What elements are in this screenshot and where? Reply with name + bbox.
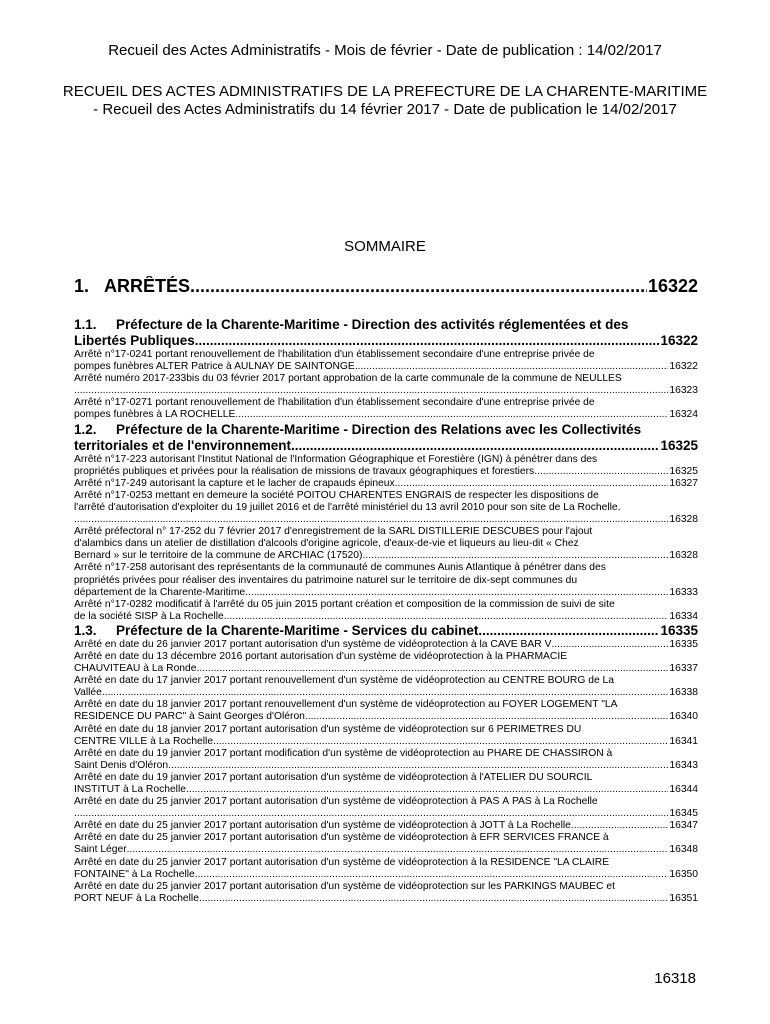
entry-line: Arrêté n°17-223 autorisant l'Institut National de l'Information Géographique et Forestière (IGN) à pénétrer dans des	[74, 453, 598, 465]
entry-page: 16343	[669, 759, 698, 771]
toc-subsection-1-3[interactable]	[74, 623, 698, 639]
entry-line: CHAUVITEAU à La Ronde	[74, 663, 197, 675]
toc-entry[interactable]	[74, 526, 698, 562]
leader-dots	[571, 820, 668, 832]
entry-page: 16351	[669, 892, 698, 904]
entry-page: 16328	[669, 514, 698, 526]
entry-page: 16338	[669, 687, 698, 699]
entry-line: Arrêté en date du 25 janvier 2017 portant autorisation d'un système de vidéoprotection à JOTT à La Rochelle	[74, 820, 571, 832]
leader-dots	[199, 893, 668, 905]
entry-line: Vallée	[74, 687, 102, 699]
leader-dots	[186, 784, 668, 796]
leader-dots	[534, 466, 668, 478]
toc-entry[interactable]	[74, 881, 698, 905]
toc-entry[interactable]	[74, 857, 698, 881]
entry-page: 16350	[669, 868, 698, 880]
entry-line: Arrêté n°17-0282 modificatif à l'arrêté du 05 juin 2015 portant création et composition de la commission de suivi de site	[74, 598, 615, 610]
section-label: ARRÊTÉS	[104, 276, 191, 296]
entry-page: 16327	[669, 477, 698, 489]
entry-line: FONTAINE" à La Rochelle	[74, 868, 195, 880]
toc-entry[interactable]	[74, 772, 698, 796]
toc-entry[interactable]	[74, 599, 698, 623]
leader-dots	[195, 869, 669, 881]
entry-line: Arrêté en date du 18 janvier 2017 portant autorisation d'un système de vidéoprotection sur 6 PÉRIMÈTRES DU	[74, 723, 582, 735]
entry-line: PORT NEUF à La Rochelle	[74, 892, 199, 904]
section-page: 16322	[647, 276, 698, 296]
leader-dots	[305, 711, 668, 723]
entry-line: Arrêté numéro 2017-233bis du 03 février 2017 portant approbation de la carte communale de la commune de NEULLES	[74, 373, 622, 385]
entry-line: Saint Léger	[74, 844, 127, 856]
entry-line: propriétés privées pour réaliser des inventaires du patrimoine naturel sur le territoire de dix-sept communes du	[74, 574, 578, 586]
entry-line: pompes funèbres à LA ROCHELLE	[74, 409, 236, 421]
leader-dots	[74, 514, 668, 526]
entry-line: Arrêté n°17-249 autorisant la capture et le lacher de crapauds épineux	[74, 477, 395, 489]
document-title: RECUEIL DES ACTES ADMINISTRATIFS DE LA PREFECTURE DE LA CHARENTE-MARITIME - Recueil des Actes Administratifs du 14 février 2017 - Date de publication le 14/02/2017	[62, 83, 708, 118]
leader-dots	[213, 736, 668, 748]
toc-entry[interactable]	[74, 832, 698, 856]
running-header: Recueil des Actes Administratifs - Mois de février - Date de publication : 14/02/2017	[108, 42, 662, 59]
table-of-contents	[74, 276, 698, 905]
toc-entry[interactable]	[74, 397, 698, 421]
entry-page: 16328	[669, 550, 698, 562]
entry-line: propriétés publiques et privées pour la réalisation de missions de travaux géographiques et forestiers	[74, 465, 535, 477]
entry-line: Arrêté en date du 25 janvier 2017 portant autorisation d'un système de vidéoprotection à EFR SERVICES FRANCE à	[74, 832, 609, 844]
entry-line: l'arrêté d'autorisation d'exploiter du 19 juillet 2016 et de l'arrêté ministériel du 13 avril 2010 pour son site de La Rochelle.	[74, 501, 621, 513]
toc-section-1[interactable]	[74, 276, 698, 302]
entry-line: CENTRE VILLE à La Rochelle	[74, 735, 214, 747]
toc-entry[interactable]	[74, 490, 698, 526]
leader-dots	[551, 639, 668, 651]
entry-page: 16345	[669, 808, 698, 820]
entry-page: 16323	[669, 385, 698, 397]
entry-line: d'alambics dans un atelier de distillation d'alcools d'origine agricole, d'eaux-de-vie et liqueurs au lieu-dit « Chez	[74, 538, 579, 550]
entry-line: Arrêté en date du 25 janvier 2017 portant autorisation d'un système de vidéoprotection sur les PARKINGS MAUBEC et	[74, 880, 615, 892]
subsection-label: Préfecture de la Charente-Maritime - Services du cabinet	[116, 622, 479, 638]
leader-dots	[291, 438, 659, 454]
entry-line: pompes funèbres ALTER Patrice à AULNAY DE SAINTONGE	[74, 361, 355, 373]
subsection-page: 16335	[660, 622, 698, 638]
entry-page: 16333	[669, 586, 698, 598]
entry-line: Arrêté en date du 25 janvier 2017 portant autorisation d'un système de vidéoprotection à PAS À PAS à La Rochelle	[74, 796, 598, 808]
entry-line: RÉSIDENCE DU PARC" à Saint Georges d'Oléron	[74, 711, 305, 723]
entry-page: 16337	[669, 663, 698, 675]
entry-line: Arrêté en date du 19 janvier 2017 portant autorisation d'un système de vidéoprotection à l'ATELIER DU SOURCIL	[74, 771, 593, 783]
leader-dots	[355, 361, 669, 373]
toc-entry[interactable]	[74, 349, 698, 373]
subsection-label-line1: Préfecture de la Charente-Maritime - Direction des activités réglementées et des	[116, 317, 629, 332]
entry-line: Arrêté en date du 26 janvier 2017 portant autorisation d'un système de vidéoprotection à la CAVE BAR V	[74, 638, 552, 650]
entry-page: 16348	[669, 844, 698, 856]
leader-dots	[224, 611, 669, 623]
leader-dots	[235, 409, 668, 421]
leader-dots	[168, 760, 668, 772]
toc-entry[interactable]	[74, 699, 698, 723]
entry-page: 16344	[669, 784, 698, 795]
entry-page: 16324	[669, 409, 698, 421]
entry-line: Bernard » sur le territoire de la commune de ARCHIAC (17520)	[74, 550, 363, 562]
entry-line: Arrêté n°17-0241 portant renouvellement de l'habilitation d'un établissement secondaire d'une entreprise privée de	[74, 349, 595, 360]
section-number: 1.	[74, 276, 90, 296]
entry-line: Arrêté préfectoral n° 17-252 du 7 février 2017 d'enregistrement de la SARL DISTILLERIE DESCUBES pour l'ajout	[74, 526, 593, 538]
leader-dots	[478, 623, 659, 639]
leader-dots	[395, 478, 669, 490]
entry-page: 16325	[669, 465, 698, 477]
entry-line: département de la Charente-Maritime	[74, 586, 246, 598]
toc-entry[interactable]	[74, 373, 698, 397]
entry-line: Saint Denis d'Oléron	[74, 759, 169, 771]
toc-entry[interactable]	[74, 796, 698, 820]
entry-page: 16335	[669, 638, 698, 650]
toc-entry[interactable]	[74, 562, 698, 598]
toc-entry[interactable]	[74, 639, 698, 651]
entry-page: 16322	[669, 361, 698, 373]
entry-page: 16340	[669, 711, 698, 723]
subsection-label-line2: territoriales et de l'environnement	[74, 437, 292, 453]
entry-line: Arrêté n°17-0271 portant renouvellement de l'habilitation d'un établissement secondaire d'une entreprise privée de	[74, 397, 595, 409]
subsection-page: 16325	[660, 437, 698, 453]
entry-page: 16341	[669, 735, 698, 747]
entry-line: Arrêté en date du 18 janvier 2017 portant renouvellement d'un système de vidéoprotection au FOYER LOGEMENT "LA	[74, 699, 618, 711]
toc-entry[interactable]	[74, 454, 698, 478]
entry-line: Arrêté en date du 19 janvier 2017 portant modification d'un système de vidéoprotection au PHARE DE CHASSIRON à	[74, 747, 613, 759]
entry-page: 16347	[669, 820, 698, 832]
subsection-number: 1.2.	[74, 421, 97, 437]
leader-dots	[102, 687, 669, 699]
leader-dots	[127, 844, 669, 856]
entry-line: Arrêté en date du 17 janvier 2017 portant renouvellement d'un système de vidéoprotection au CENTRE BOURG de La	[74, 675, 614, 687]
entry-line: Arrêté n°17-0253 mettant en demeure la société POITOU CHARENTES ENGRAIS de respecter les dispositions de	[74, 489, 599, 501]
entry-line: INSTITUT à La Rochelle	[74, 784, 186, 795]
entry-line: Arrêté en date du 25 janvier 2017 portant autorisation d'un système de vidéoprotection à la RÉSIDENCE "LA CLAIRE	[74, 856, 610, 868]
toc-entry[interactable]	[74, 478, 698, 490]
leader-dots	[362, 550, 668, 562]
toc-entry[interactable]	[74, 724, 698, 748]
page-number: 16318	[654, 970, 696, 987]
subsection-page: 16322	[660, 333, 698, 348]
sommaire-heading: SOMMAIRE	[344, 238, 426, 255]
toc-entry[interactable]	[74, 748, 698, 772]
subsection-number: 1.1.	[74, 317, 97, 332]
toc-subsection-1-1[interactable]	[74, 317, 698, 349]
toc-entry[interactable]	[74, 651, 698, 675]
subsection-label-line1: Préfecture de la Charente-Maritime - Direction des Relations avec les Collectivités	[116, 421, 642, 437]
leader-dots	[196, 663, 668, 675]
entry-line: Arrêté n°17-258 autorisant des représentants de la communauté de communes Aunis Atlantique à pénétrer dans des	[74, 562, 606, 574]
entry-page: 16334	[669, 610, 698, 622]
leader-dots	[74, 385, 668, 397]
toc-entry[interactable]	[74, 675, 698, 699]
toc-subsection-1-2[interactable]	[74, 422, 698, 454]
leader-dots	[245, 587, 668, 599]
entry-line: de la société SISP à La Rochelle	[74, 610, 224, 622]
toc-entry[interactable]	[74, 820, 698, 832]
subsection-label-line2: Libertés Publiques	[74, 333, 195, 348]
leader-dots	[74, 808, 668, 820]
subsection-number: 1.3.	[74, 622, 97, 638]
entry-line: Arrêté en date du 13 décembre 2016 portant autorisation d'un système de vidéoprotection à la PHARMACIE	[74, 650, 568, 662]
leader-dots	[195, 333, 660, 349]
leader-dots	[190, 276, 647, 297]
